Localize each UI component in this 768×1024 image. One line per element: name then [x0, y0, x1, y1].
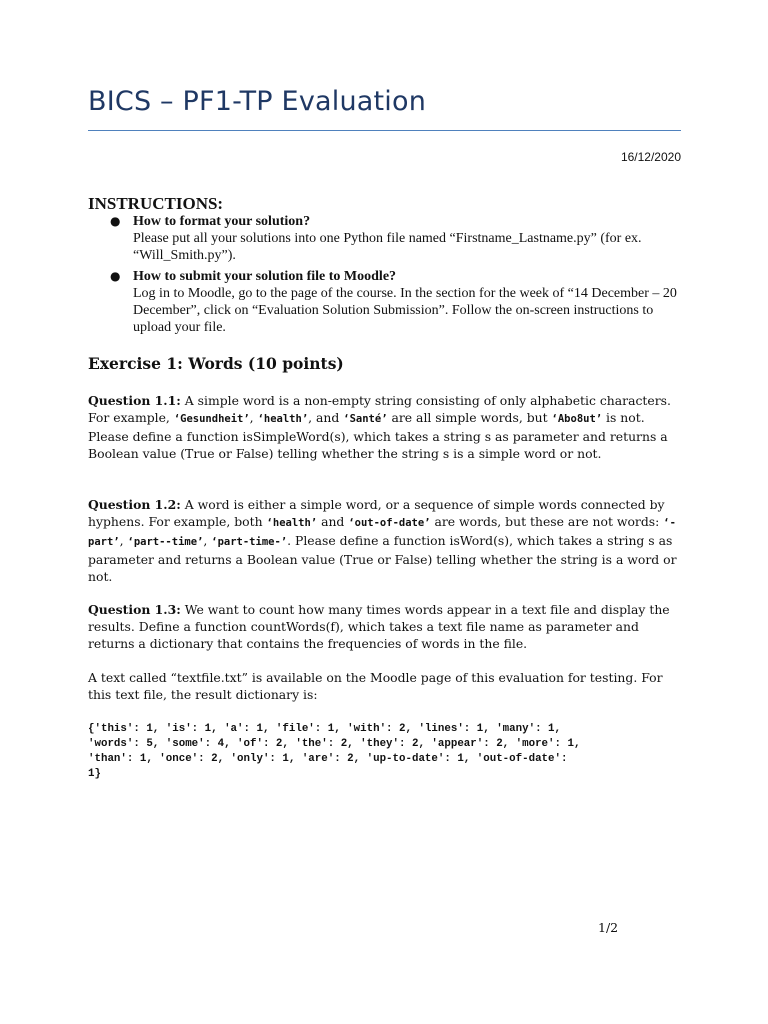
question-1-1 — [88, 392, 688, 462]
question-1-2 — [88, 496, 688, 585]
question-text: and — [317, 514, 349, 529]
code-line: 1} — [88, 768, 101, 780]
code-line: 'words': 5, 'some': 4, 'of': 2, 'the': 2, 'they': 2, 'appear': 2, 'more': 1, — [88, 738, 581, 750]
instructions-heading: INSTRUCTIONS: — [88, 194, 224, 213]
code-word: ‘out-of-date’ — [348, 517, 431, 529]
instruction-body: Log in to Moodle, go to the page of the course. In the section for the week of “14 December – 20 December”, click on “Evaluation Solution Submission”. Follow the on-screen instructions to upload your file. — [133, 286, 677, 335]
question-text: , — [249, 410, 258, 425]
question-text: A word is either a simple word, or a sequence of simple words connected by hyphens. For example, both — [88, 497, 665, 529]
code-word: ‘Abo8ut’ — [551, 413, 603, 425]
question-1-3 — [88, 601, 688, 652]
question-text: is not. Please define a function isSimpleWord(s), which takes a string s as parameter and returns a Boolean value (True or False) telling whether the string s is a simple word or not. — [88, 410, 668, 461]
code-word: ‘part--time’ — [127, 536, 204, 548]
code-word: ‘part-time-’ — [211, 536, 288, 548]
question-label: Question 1.2: — [88, 497, 181, 512]
question-label: Question 1.1: — [88, 393, 181, 408]
question-text: are all simple words, but — [387, 410, 552, 425]
question-text: , and — [308, 410, 344, 425]
question-label: Question 1.3: — [88, 602, 181, 617]
document-date: 16/12/2020 — [620, 150, 681, 164]
question-text: We want to count how many times words appear in a text file and display the results. Define a function countWords(f), which takes a text file name as parameter and returns a dictionary that contains the frequencies of words in the file. — [88, 602, 670, 651]
bullet-icon: ● — [110, 214, 121, 228]
question-text: A simple word is a non-empty string consisting of only alphabetic characters. For example, — [88, 393, 671, 425]
code-word: ‘Santé’ — [343, 413, 388, 425]
exercise-heading: Exercise 1: Words (10 points) — [88, 354, 344, 373]
question-text: , — [203, 533, 212, 548]
code-word: ‘health’ — [266, 517, 318, 529]
instruction-item — [88, 213, 688, 264]
bullet-icon: ● — [110, 269, 121, 283]
instruction-title: How to submit your solution file to Moodle? — [133, 269, 397, 284]
instructions-list — [88, 213, 688, 340]
question-text: , — [119, 533, 128, 548]
page-number: 1/2 — [598, 920, 619, 935]
question-text: are words, but these are not words: — [430, 514, 664, 529]
instruction-item — [88, 268, 688, 336]
question-text: . Please define a function isWord(s), which takes a string s as parameter and returns a Boolean value (True or False) telling whether the string is a word or not. — [88, 533, 677, 584]
instruction-body: Please put all your solutions into one Python file named “Firstname_Lastname.py” (for ex. “Will_Smith.py”). — [133, 231, 642, 263]
document-title: BICS – PF1-TP Evaluation — [88, 86, 427, 117]
textfile-paragraph: A text called “textfile.txt” is available on the Moodle page of this evaluation for testing. For this text file, the result dictionary is: — [88, 670, 663, 702]
code-line: 'than': 1, 'once': 2, 'only': 1, 'are': 2, 'up-to-date': 1, 'out-of-date': — [88, 753, 568, 765]
instruction-title: How to format your solution? — [133, 214, 311, 229]
code-word: ‘-part’ — [88, 517, 676, 548]
code-word: ‘health’ — [257, 413, 309, 425]
title-underline — [88, 130, 681, 131]
code-word: ‘Gesundheit’ — [173, 413, 250, 425]
code-line: {'this': 1, 'is': 1, 'a': 1, 'file': 1, 'with': 2, 'lines': 1, 'many': 1, — [88, 723, 561, 735]
result-dictionary — [88, 722, 688, 782]
